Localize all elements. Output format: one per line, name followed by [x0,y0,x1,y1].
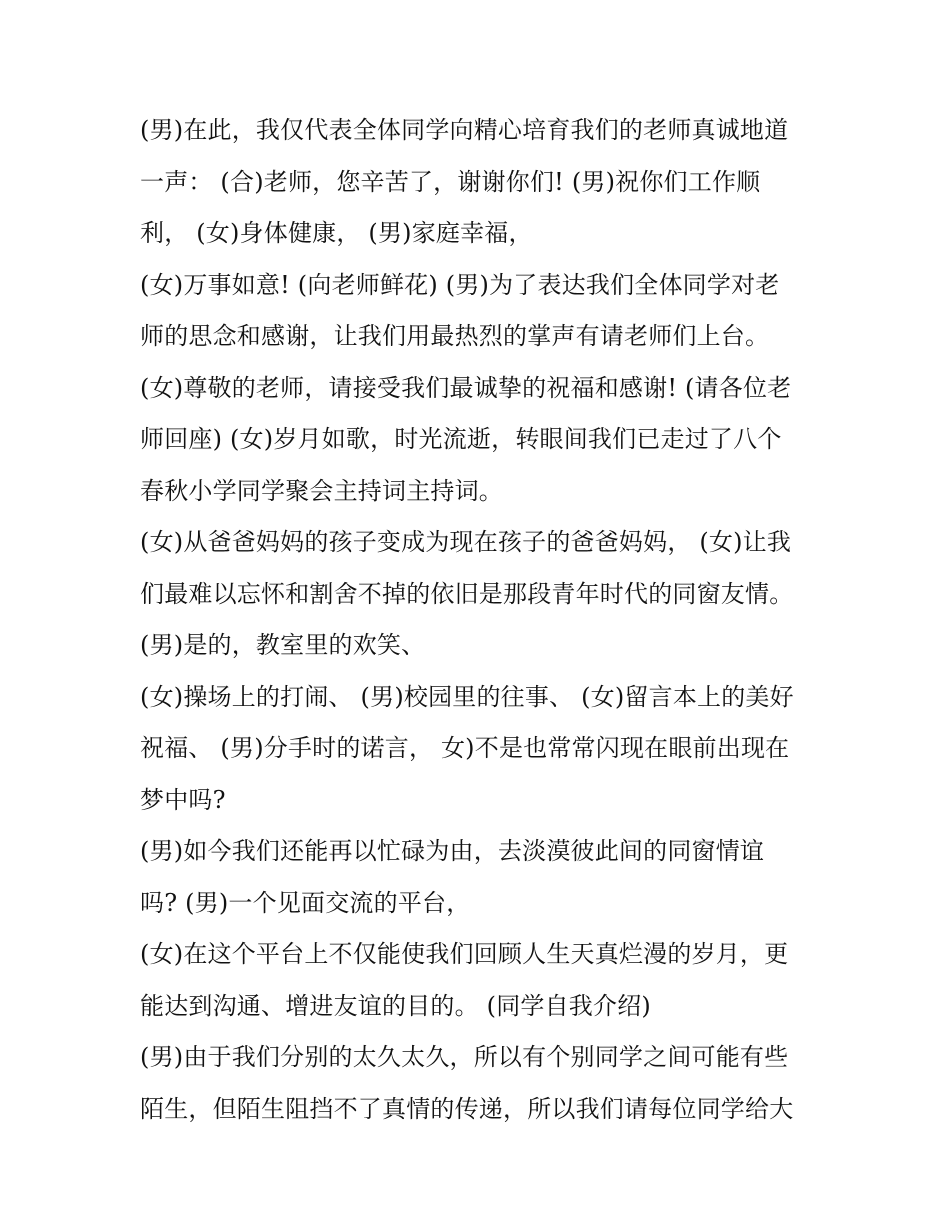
text-line: 祝福、 (男)分手时的诺言， 女)不是也常常闪现在眼前出现在 [140,734,790,762]
text-line: (女)在这个平台上不仅能使我们回顾人生天真烂漫的岁月，更 [140,940,789,968]
text-line: 师回座) (女)岁月如歌，时光流逝，转眼间我们已走过了八个 [140,425,782,453]
text-line: 一声： (合)老师，您辛苦了，谢谢你们! (男)祝你们工作顺 [140,167,761,196]
text-line: 陌生，但陌生阻挡不了真情的传递，所以我们请每位同学给大 [140,1094,794,1123]
text-line: (女)操场上的打闹、 (男)校园里的往事、 (女)留言本上的美好 [140,682,794,711]
text-line: 梦中吗? [140,785,226,814]
text-line: (男)如今我们还能再以忙碌为由，去淡漠彼此间的同窗情谊 [140,837,765,865]
text-line: (男)由于我们分别的太久太久，所以有个别同学之间可能有些 [140,1043,789,1071]
text-line: 师的思念和感谢，让我们用最热烈的掌声有请老师们上台。 [140,322,770,350]
text-line: (男)是的，教室里的欢笑、 [140,631,426,659]
text-line: 们最难以忘怀和割舍不掉的依旧是那段青年时代的同窗友情。 [140,579,794,608]
text-line: 利， (女)身体健康， (男)家庭幸福， [140,219,533,247]
text-line: (女)从爸爸妈妈的孩子变成为现在孩子的爸爸妈妈， (女)让我 [140,528,792,556]
text-line: (女)万事如意! (向老师鲜花) (男)为了表达我们全体同学对老 [140,270,780,299]
document-body [140,105,820,1135]
text-line: (女)尊敬的老师，请接受我们最诚挚的祝福和感谢! (请各位老 [140,373,792,402]
text-line: 能达到沟通、增进友谊的目的。 (同学自我介绍) [140,991,651,1020]
text-line: 吗? (男)一个见面交流的平台， [140,888,471,917]
text-line: (男)在此，我仅代表全体同学向精心培育我们的老师真诚地道 [140,116,789,144]
text-line: 春秋小学同学聚会主持词主持词。 [140,476,503,505]
